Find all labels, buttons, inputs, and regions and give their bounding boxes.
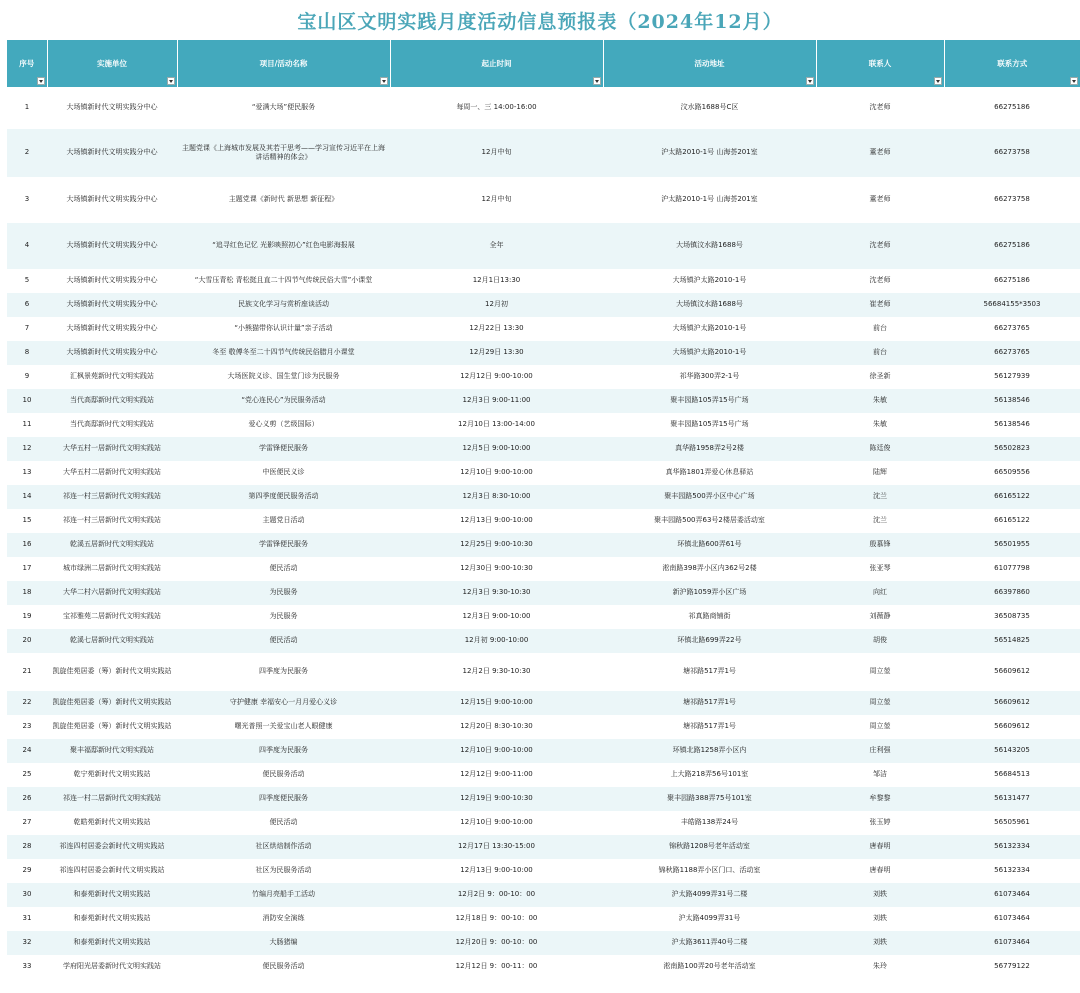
cell-address: 大场镇沪太路2010-1号 [603, 341, 816, 365]
cell-contact: 张玉婷 [816, 811, 944, 835]
cell-address: 锦秋路1208号老年活动室 [603, 835, 816, 859]
cell-address: 聚丰园路105弄15号广场 [603, 389, 816, 413]
cell-no: 32 [7, 931, 47, 955]
cell-contact: 刘轶 [816, 883, 944, 907]
cell-no: 3 [7, 177, 47, 223]
table-row [7, 955, 1080, 979]
cell-no: 28 [7, 835, 47, 859]
cell-activity-name: 为民服务 [177, 605, 390, 629]
cell-contact: 沈老师 [816, 87, 944, 129]
cell-unit: 大场镇新时代文明实践分中心 [47, 129, 177, 177]
cell-activity-name: “党心连民心”为民服务活动 [177, 389, 390, 413]
cell-contact: 牟黎黎 [816, 787, 944, 811]
cell-address: 丰皓路138弄24号 [603, 811, 816, 835]
cell-activity-name: 便民活动 [177, 811, 390, 835]
cell-address: 塘祁路517弄1号 [603, 653, 816, 691]
cell-address: 聚丰园路388弄75号101室 [603, 787, 816, 811]
table-row [7, 365, 1080, 389]
cell-contact: 张亚琴 [816, 557, 944, 581]
cell-no: 23 [7, 715, 47, 739]
cell-activity-name: 主题党课《新时代 新思想 新征程》 [177, 177, 390, 223]
cell-contact: 周立堃 [816, 715, 944, 739]
cell-unit: 大场镇新时代文明实践分中心 [47, 293, 177, 317]
cell-no: 10 [7, 389, 47, 413]
cell-phone: 56131477 [944, 787, 1080, 811]
cell-phone: 66165122 [944, 509, 1080, 533]
cell-unit: 学府阳光居委新时代文明实践站 [47, 955, 177, 979]
header-no [7, 40, 47, 87]
cell-activity-name: 社区烘焙制作活动 [177, 835, 390, 859]
table-row [7, 177, 1080, 223]
cell-unit: 大场镇新时代文明实践分中心 [47, 317, 177, 341]
cell-unit: 祁连一村二居新时代文明实践站 [47, 787, 177, 811]
cell-time: 12月中旬 [390, 177, 603, 223]
cell-no: 22 [7, 691, 47, 715]
table-row [7, 605, 1080, 629]
cell-no: 24 [7, 739, 47, 763]
cell-activity-name: 主题党日活动 [177, 509, 390, 533]
cell-address: 塘祁路517弄1号 [603, 691, 816, 715]
table-row [7, 739, 1080, 763]
table-row [7, 461, 1080, 485]
cell-unit: 大华五村一居新时代文明实践站 [47, 437, 177, 461]
cell-unit: 当代高邸新时代文明实践站 [47, 389, 177, 413]
cell-time: 12月初 9:00-10:00 [390, 629, 603, 653]
cell-activity-name: 第四季度便民服务活动 [177, 485, 390, 509]
cell-time: 12月10日 9:00-10:00 [390, 811, 603, 835]
cell-time: 12月12日 9:00-10:00 [390, 365, 603, 389]
cell-time: 12月10日 9:00-10:00 [390, 461, 603, 485]
cell-no: 1 [7, 87, 47, 129]
table-row [7, 715, 1080, 739]
cell-contact: 徐圣新 [816, 365, 944, 389]
cell-unit: 和泰苑新时代文明实践站 [47, 907, 177, 931]
cell-time: 12月3日 9:00-10:00 [390, 605, 603, 629]
cell-activity-name: “爱满大场”便民服务 [177, 87, 390, 129]
table-row [7, 413, 1080, 437]
table-row [7, 907, 1080, 931]
table-row [7, 835, 1080, 859]
cell-time: 12月2日 9:30-10:30 [390, 653, 603, 691]
cell-activity-name: 主题党课《上海城市发展及其若干思考——学习宣传习近平在上海讲话精神的体会》 [177, 129, 390, 177]
cell-no: 27 [7, 811, 47, 835]
cell-phone: 56684155*3503 [944, 293, 1080, 317]
cell-phone: 36508735 [944, 605, 1080, 629]
cell-unit: 城市绿洲二居新时代文明实践站 [47, 557, 177, 581]
cell-address: 祁华路300弄2-1号 [603, 365, 816, 389]
page-title: 宝山区文明实践月度活动信息预报表（2024年12月） [297, 11, 783, 33]
table-row [7, 293, 1080, 317]
header-unit [47, 40, 177, 87]
cell-activity-name: 学雷锋便民服务 [177, 533, 390, 557]
cell-phone: 56132334 [944, 835, 1080, 859]
cell-time: 12月15日 9:00-10:00 [390, 691, 603, 715]
cell-address: 上大路218弄56号101室 [603, 763, 816, 787]
cell-unit: 大场镇新时代文明实践分中心 [47, 223, 177, 269]
cell-contact: 殷慕锋 [816, 533, 944, 557]
table-body [7, 87, 1080, 979]
cell-no: 29 [7, 859, 47, 883]
filter-dropdown-icon[interactable] [1070, 77, 1078, 85]
cell-phone: 61073464 [944, 907, 1080, 931]
table-row [7, 341, 1080, 365]
cell-address: 环镇北路1258弄小区内 [603, 739, 816, 763]
cell-no: 33 [7, 955, 47, 979]
cell-address: 真华路1801弄爱心休息驿站 [603, 461, 816, 485]
cell-contact: 董老师 [816, 129, 944, 177]
table-row [7, 883, 1080, 907]
cell-phone: 61073464 [944, 883, 1080, 907]
cell-unit: 祁连四村居委会新时代文明实践站 [47, 859, 177, 883]
cell-unit: 凯旋佳苑居委（筹）新时代文明实践站 [47, 715, 177, 739]
cell-no: 5 [7, 269, 47, 293]
cell-no: 15 [7, 509, 47, 533]
cell-unit: 汇枫景苑新时代文明实践站 [47, 365, 177, 389]
cell-no: 14 [7, 485, 47, 509]
cell-time: 12月3日 9:30-10:30 [390, 581, 603, 605]
cell-no: 2 [7, 129, 47, 177]
cell-contact: 朱玲 [816, 955, 944, 979]
cell-address: 沪太路4099弄31号 [603, 907, 816, 931]
cell-time: 12月初 [390, 293, 603, 317]
cell-phone: 66273758 [944, 129, 1080, 177]
cell-unit: 凯旋佳苑居委（筹）新时代文明实践站 [47, 691, 177, 715]
cell-phone: 56132334 [944, 859, 1080, 883]
cell-address: 锦秋路1188弄小区门口、活动室 [603, 859, 816, 883]
cell-phone: 56609612 [944, 715, 1080, 739]
header-label: 活动地址 [694, 59, 725, 68]
table-row [7, 269, 1080, 293]
cell-no: 18 [7, 581, 47, 605]
table-row [7, 763, 1080, 787]
cell-unit: 大华二村六居新时代文明实践站 [47, 581, 177, 605]
cell-contact: 刘轶 [816, 931, 944, 955]
cell-no: 31 [7, 907, 47, 931]
cell-phone: 56779122 [944, 955, 1080, 979]
cell-unit: 凯旋佳苑居委（筹）新时代文明实践站 [47, 653, 177, 691]
cell-no: 20 [7, 629, 47, 653]
cell-address: 沪太路4099弄31号二楼 [603, 883, 816, 907]
cell-no: 6 [7, 293, 47, 317]
cell-activity-name: 四季度为民服务 [177, 653, 390, 691]
cell-no: 25 [7, 763, 47, 787]
header-contact [816, 40, 944, 87]
cell-time: 12月10日 13:00-14:00 [390, 413, 603, 437]
table-header-row [7, 40, 1080, 87]
cell-activity-name: 冬至 敬傅冬至二十四节气传统民俗腊月小课堂 [177, 341, 390, 365]
header-label: 实施单位 [97, 59, 127, 68]
cell-contact: 董老师 [816, 177, 944, 223]
filter-dropdown-icon[interactable] [593, 77, 601, 85]
cell-activity-name: 四季度便民服务 [177, 787, 390, 811]
cell-phone: 56609612 [944, 691, 1080, 715]
cell-address: 环镇北路699弄22号 [603, 629, 816, 653]
cell-time: 12月3日 9:00-11:00 [390, 389, 603, 413]
cell-activity-name: 曙光普照一关爱宝山老人眼健康 [177, 715, 390, 739]
header-time [390, 40, 603, 87]
cell-no: 16 [7, 533, 47, 557]
cell-address: 真华路1958弄2号2楼 [603, 437, 816, 461]
cell-unit: 大场镇新时代文明实践分中心 [47, 177, 177, 223]
cell-phone: 56138546 [944, 413, 1080, 437]
cell-time: 12月12日 9：00-11：00 [390, 955, 603, 979]
cell-contact: 沈兰 [816, 509, 944, 533]
cell-address: 淞南路398弄小区内362号2楼 [603, 557, 816, 581]
cell-phone: 56684513 [944, 763, 1080, 787]
cell-contact: 崔老师 [816, 293, 944, 317]
cell-phone: 66273765 [944, 317, 1080, 341]
cell-time: 12月29日 13:30 [390, 341, 603, 365]
cell-address: 大场镇汶水路1688号 [603, 293, 816, 317]
cell-contact: 向红 [816, 581, 944, 605]
cell-phone: 56501955 [944, 533, 1080, 557]
cell-contact: 刘轶 [816, 907, 944, 931]
cell-time: 12月5日 9:00-10:00 [390, 437, 603, 461]
cell-time: 12月3日 8:30-10:00 [390, 485, 603, 509]
cell-activity-name: 便民活动 [177, 557, 390, 581]
cell-no: 11 [7, 413, 47, 437]
cell-unit: 乾溪七居新时代文明实践站 [47, 629, 177, 653]
cell-no: 19 [7, 605, 47, 629]
cell-unit: 乾宁苑新时代文明实践站 [47, 763, 177, 787]
cell-contact: 朱敏 [816, 389, 944, 413]
cell-no: 13 [7, 461, 47, 485]
cell-time: 12月30日 9:00-10:30 [390, 557, 603, 581]
table-row [7, 317, 1080, 341]
table-row [7, 691, 1080, 715]
cell-phone: 56138546 [944, 389, 1080, 413]
table-row [7, 653, 1080, 691]
cell-phone: 66273758 [944, 177, 1080, 223]
cell-phone: 61073464 [944, 931, 1080, 955]
filter-dropdown-icon[interactable] [934, 77, 942, 85]
cell-contact: 前台 [816, 317, 944, 341]
cell-contact: 陆辉 [816, 461, 944, 485]
cell-address: 塘祁路517弄1号 [603, 715, 816, 739]
cell-contact: 周立堃 [816, 653, 944, 691]
cell-activity-name: 爱心义剪（艺级国际） [177, 413, 390, 437]
cell-address: 汶水路1688号C区 [603, 87, 816, 129]
cell-phone: 66273765 [944, 341, 1080, 365]
cell-address: 沪太路2010-1号 山海荟201室 [603, 129, 816, 177]
cell-time: 全年 [390, 223, 603, 269]
cell-activity-name: 社区为民服务活动 [177, 859, 390, 883]
cell-phone: 56143205 [944, 739, 1080, 763]
cell-phone: 66275186 [944, 87, 1080, 129]
cell-unit: 当代高邸新时代文明实践站 [47, 413, 177, 437]
table-row [7, 485, 1080, 509]
cell-activity-name: 学雷锋便民服务 [177, 437, 390, 461]
cell-unit: 大华五村二居新时代文明实践站 [47, 461, 177, 485]
cell-time: 每周一、三 14:00-16:00 [390, 87, 603, 129]
cell-time: 12月10日 9:00-10:00 [390, 739, 603, 763]
cell-address: 祁真路商铺街 [603, 605, 816, 629]
cell-time: 12月20日 9：00-10：00 [390, 931, 603, 955]
cell-phone: 66275186 [944, 223, 1080, 269]
table-row [7, 787, 1080, 811]
cell-address: 聚丰园路105弄15号广场 [603, 413, 816, 437]
cell-time: 12月22日 13:30 [390, 317, 603, 341]
cell-activity-name: 为民服务 [177, 581, 390, 605]
cell-unit: 乾溪五居新时代文明实践站 [47, 533, 177, 557]
cell-contact: 唐春明 [816, 859, 944, 883]
header-label: 项目/活动名称 [259, 59, 308, 68]
cell-activity-name: 便民服务活动 [177, 955, 390, 979]
cell-unit: 大场镇新时代文明实践分中心 [47, 341, 177, 365]
cell-contact: 刘薇静 [816, 605, 944, 629]
cell-activity-name: 大场医院义诊、国生堂门诊为民服务 [177, 365, 390, 389]
header-label: 联系方式 [997, 59, 1028, 68]
cell-address: 沪太路3611弄40号二楼 [603, 931, 816, 955]
filter-dropdown-icon[interactable] [37, 77, 45, 85]
table-row [7, 581, 1080, 605]
cell-contact: 庄利强 [816, 739, 944, 763]
filter-dropdown-icon[interactable] [167, 77, 175, 85]
cell-activity-name: 竹编月亮船手工活动 [177, 883, 390, 907]
cell-phone: 56514825 [944, 629, 1080, 653]
cell-unit: 祁连四村居委会新时代文明实践站 [47, 835, 177, 859]
cell-time: 12月1日13:30 [390, 269, 603, 293]
cell-phone: 56505961 [944, 811, 1080, 835]
cell-activity-name: “大雪压青松 青松挺且直二十四节气传统民俗大雪”小课堂 [177, 269, 390, 293]
header-address [603, 40, 816, 87]
cell-no: 30 [7, 883, 47, 907]
cell-phone: 61077798 [944, 557, 1080, 581]
cell-activity-name: 民族文化学习与赏析座谈活动 [177, 293, 390, 317]
cell-contact: 陈廷俊 [816, 437, 944, 461]
cell-no: 12 [7, 437, 47, 461]
table-row [7, 87, 1080, 129]
cell-phone: 66509556 [944, 461, 1080, 485]
cell-address: 聚丰园路500弄小区中心广场 [603, 485, 816, 509]
cell-no: 9 [7, 365, 47, 389]
table-row [7, 437, 1080, 461]
cell-no: 4 [7, 223, 47, 269]
table-row [7, 533, 1080, 557]
table-row [7, 557, 1080, 581]
cell-phone: 66397860 [944, 581, 1080, 605]
table-row [7, 629, 1080, 653]
cell-time: 12月19日 9:00-10:30 [390, 787, 603, 811]
table-row [7, 931, 1080, 955]
filter-dropdown-icon[interactable] [380, 77, 388, 85]
cell-activity-name: 便民活动 [177, 629, 390, 653]
cell-no: 21 [7, 653, 47, 691]
cell-time: 12月18日 9：00-10：00 [390, 907, 603, 931]
filter-dropdown-icon[interactable] [806, 77, 814, 85]
header-activity-name [177, 40, 390, 87]
cell-time: 12月20日 8:30-10:30 [390, 715, 603, 739]
cell-unit: 乾皓苑新时代文明实践站 [47, 811, 177, 835]
cell-address: 聚丰园路500弄63号2楼居委活动室 [603, 509, 816, 533]
cell-phone: 56609612 [944, 653, 1080, 691]
table-row [7, 859, 1080, 883]
cell-address: 大场镇沪太路2010-1号 [603, 317, 816, 341]
cell-unit: 大场镇新时代文明实践分中心 [47, 87, 177, 129]
header-label: 起止时间 [481, 59, 512, 68]
table-row [7, 811, 1080, 835]
cell-address: 新沪路1059弄小区广场 [603, 581, 816, 605]
table-row [7, 223, 1080, 269]
cell-time: 12月12日 9:00-11:00 [390, 763, 603, 787]
cell-activity-name: 大肠猪编 [177, 931, 390, 955]
cell-address: 大场镇沪太路2010-1号 [603, 269, 816, 293]
cell-no: 7 [7, 317, 47, 341]
cell-activity-name: 四季度为民服务 [177, 739, 390, 763]
cell-no: 17 [7, 557, 47, 581]
cell-unit: 大场镇新时代文明实践分中心 [47, 269, 177, 293]
cell-contact: 前台 [816, 341, 944, 365]
cell-no: 26 [7, 787, 47, 811]
cell-contact: 邹洁 [816, 763, 944, 787]
cell-unit: 和泰苑新时代文明实践站 [47, 883, 177, 907]
table-row [7, 129, 1080, 177]
cell-contact: 沈老师 [816, 269, 944, 293]
cell-phone: 56127939 [944, 365, 1080, 389]
table-row [7, 389, 1080, 413]
cell-phone: 66275186 [944, 269, 1080, 293]
cell-unit: 祁连一村三居新时代文明实践站 [47, 485, 177, 509]
cell-contact: 沈老师 [816, 223, 944, 269]
cell-no: 8 [7, 341, 47, 365]
activity-table [7, 40, 1080, 979]
cell-address: 淞南路100弄20号老年活动室 [603, 955, 816, 979]
header-phone [944, 40, 1080, 87]
cell-address: 沪太路2010-1号 山海荟201室 [603, 177, 816, 223]
cell-address: 环镇北路600弄61号 [603, 533, 816, 557]
table-row [7, 509, 1080, 533]
cell-activity-name: “追寻红色记忆 光影映照初心”红色电影海报展 [177, 223, 390, 269]
cell-time: 12月中旬 [390, 129, 603, 177]
header-label: 联系人 [868, 59, 892, 68]
cell-contact: 周立堃 [816, 691, 944, 715]
cell-activity-name: 中医便民义诊 [177, 461, 390, 485]
cell-time: 12月2日 9：00-10：00 [390, 883, 603, 907]
cell-activity-name: “小熊猫带你认识计量”亲子活动 [177, 317, 390, 341]
cell-time: 12月13日 9:00-10:00 [390, 509, 603, 533]
cell-time: 12月17日 13:30-15:00 [390, 835, 603, 859]
cell-activity-name: 守护健康 幸福安心一月月爱心义诊 [177, 691, 390, 715]
cell-address: 大场镇汶水路1688号 [603, 223, 816, 269]
cell-unit: 和泰苑新时代文明实践站 [47, 931, 177, 955]
cell-phone: 66165122 [944, 485, 1080, 509]
cell-unit: 宝祁雅苑二居新时代文明实践站 [47, 605, 177, 629]
cell-activity-name: 消防安全演练 [177, 907, 390, 931]
cell-time: 12月13日 9:00-10:00 [390, 859, 603, 883]
cell-contact: 沈兰 [816, 485, 944, 509]
cell-time: 12月25日 9:00-10:30 [390, 533, 603, 557]
cell-unit: 聚丰福邸新时代文明实践站 [47, 739, 177, 763]
cell-unit: 祁连一村三居新时代文明实践站 [47, 509, 177, 533]
header-label: 序号 [19, 59, 35, 68]
cell-contact: 唐春明 [816, 835, 944, 859]
cell-contact: 胡俊 [816, 629, 944, 653]
cell-phone: 56502823 [944, 437, 1080, 461]
cell-activity-name: 便民服务活动 [177, 763, 390, 787]
cell-contact: 朱敏 [816, 413, 944, 437]
